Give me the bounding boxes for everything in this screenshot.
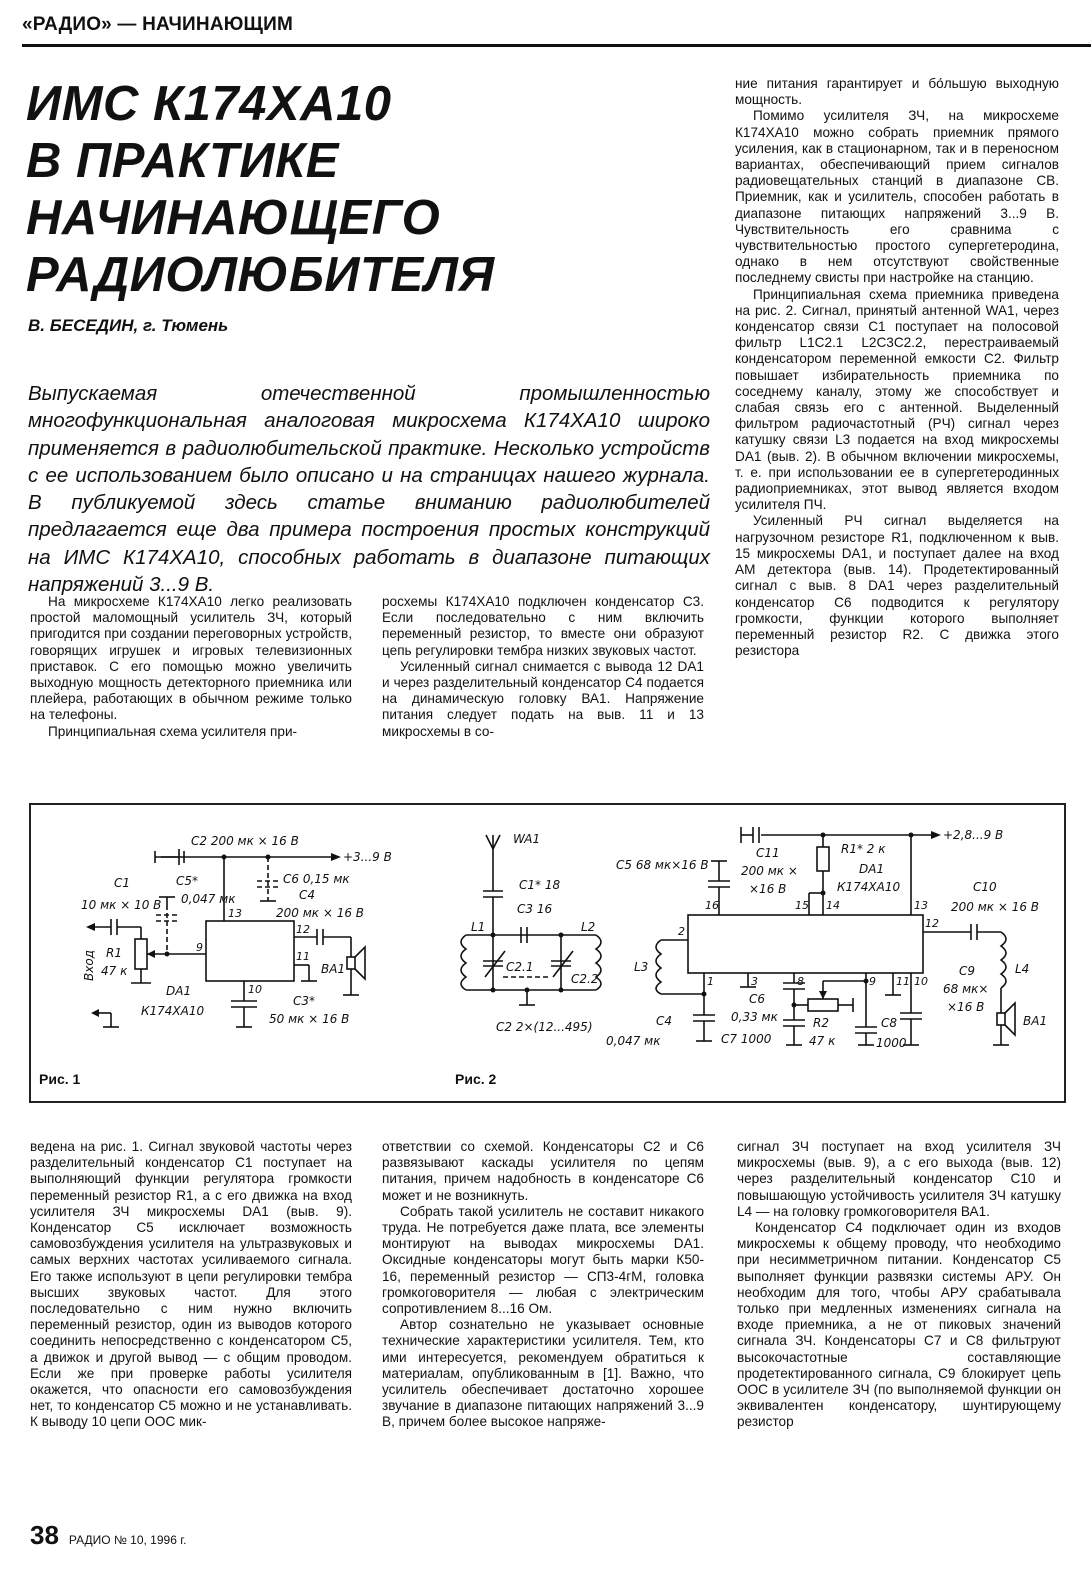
fig2-pin-12: 12 — [925, 917, 939, 930]
fig1-pin-11: 11 — [296, 950, 310, 963]
fig1-label-c6: C6 0,15 мк — [283, 872, 350, 886]
paragraph: сигнал ЗЧ поступает на вход усилителя ЗЧ микросхемы (выв. 9), а с его выхода (выв. 12) через разделительный конденсатор С10 и повышающую устойчивость усилителя ЗЧ катушку L4 — на головку громкоговорителя ВА1. — [737, 1139, 1061, 1219]
page-footer — [30, 1520, 186, 1551]
fig2-label-c10-val: 200 мк × 16 В — [951, 900, 1040, 914]
fig2-pin-11: 11 — [896, 975, 910, 988]
figure-1-schematic — [81, 834, 392, 1027]
lead-paragraph: Выпускаемая отечественной промышленностью многофункциональная аналоговая микросхема К174ХА10 широко применяется в радиолюбительской практике. Несколько устройств с ее использованием было описано и на страницах нашего журнала. В публикуемой здесь статье вниманию радиолюбителей предлагается еще два примера построения простых конструкций на ИМС К174ХА10, способных работать в диапазоне питающих напряжений 3...9 В. — [28, 382, 710, 597]
fig1-pin-13: 13 — [228, 907, 242, 920]
fig1-label-r1: R1 — [106, 946, 122, 960]
fig1-label-supply: +3...9 В — [343, 850, 392, 864]
fig2-label-wa1: WA1 — [513, 832, 541, 846]
fig2-pin-3: 3 — [751, 975, 758, 988]
fig1-label-c1-val: 10 мк × 10 В — [81, 898, 162, 912]
paragraph: Помимо усилителя ЗЧ, на микросхеме К174ХА10 можно собрать приемник прямого усиления, как в стационарном, так и в переносном вариантах, обеспечивающий прием сигналов радиовещательных станций в диапазоне СВ. Приемник, как и усилитель, способен работать в диапазоне питающих напряжений 3...9 В. Чувствительность его сравнима с чувствительностью простого супергетеродина, однако в нем отсутствуют свойственные последнему свисты при настройке на станцию. — [735, 108, 1059, 286]
fig2-label-c11-val2: ×16 В — [749, 882, 787, 896]
fig2-label-r2: R2 — [813, 1016, 829, 1030]
fig2-label-c11-val1: 200 мк × — [741, 864, 798, 878]
fig2-label-supply: +2,8...9 В — [943, 828, 1004, 842]
fig1-label-da1: DA1 — [166, 984, 192, 998]
section-header: «РАДИО» — НАЧИНАЮЩИМ — [22, 14, 293, 35]
fig2-da1-chip — [688, 915, 923, 973]
fig2-pin-2: 2 — [678, 925, 685, 938]
fig2-label-c9-val2: ×16 В — [947, 1000, 985, 1014]
fig1-speaker — [347, 957, 355, 969]
title-line: РАДИОЛЮБИТЕЛЯ — [26, 248, 495, 302]
fig2-label-c4-val: 0,047 мк — [606, 1034, 661, 1048]
fig1-label-c1: C1 — [114, 876, 131, 890]
fig1-label-c3: C3* — [293, 994, 316, 1008]
paragraph: Собрать такой усилитель не составит никакого труда. Не потребуется даже плата, все элементы монтируют на выводах микросхемы DA1. Оксидные конденсаторы могут быть марки К50-16, переменный резистор — СП3-4гМ, головка громкоговорителя — любая с электрическим сопротивлением 8...16 Ом. — [382, 1203, 704, 1317]
fig1-pin-9: 9 — [196, 941, 203, 954]
fig2-r1-resistor — [817, 847, 829, 871]
fig1-da1-chip — [206, 921, 294, 981]
fig2-label-c8: C8 — [881, 1016, 898, 1030]
fig1-pin-12: 12 — [296, 923, 310, 936]
issue-info: РАДИО № 10, 1996 г. — [68, 1533, 187, 1547]
fig2-label-da1-type: К174ХА10 — [837, 880, 901, 894]
title-line: ИМС К174ХА10 — [26, 77, 392, 131]
fig2-label-c5: C5 68 мк×16 В — [616, 858, 709, 872]
fig1-pin-10: 10 — [248, 983, 262, 996]
fig2-pin-1: 1 — [707, 975, 714, 988]
fig2-label-c6: C6 — [749, 992, 766, 1006]
paragraph: Автор сознательно не указывает основные технические характеристики усилителя. Тем, кто ими интересуется, рекомендуем обратиться к материалам, опубликованным в [1]. Важно, что усилитель обеспечивает достаточно хорошее звучание в диапазоне питающих напряжений 3...9 В, причем более высокое напряже- — [382, 1317, 704, 1430]
column-3-top — [735, 76, 1059, 659]
fig2-label-c9-val1: 68 мк× — [943, 982, 989, 996]
fig2-pin-16: 16 — [705, 899, 719, 912]
fig2-pin-8: 8 — [797, 975, 804, 988]
fig2-label-c2: C2 2×(12...495) — [496, 1020, 593, 1034]
figure-2-caption: Рис. 2 — [455, 1071, 497, 1087]
fig2-label-da1: DA1 — [859, 862, 885, 876]
article-title — [26, 76, 495, 304]
fig2-label-ba1: BA1 — [1023, 1014, 1048, 1028]
title-line: НАЧИНАЮЩЕГО — [26, 191, 441, 245]
paragraph: росхемы К174ХА10 подключен конденсатор С3. Если последовательно с ним включить переменный резистор, то вместе они образуют цепь регулировки тембра низких звуковых частот. — [382, 594, 704, 658]
fig1-label-r1-val: 47 к — [101, 964, 128, 978]
paragraph: Усиленный РЧ сигнал выделяется на нагрузочном резисторе R1, подключенном к выв. 15 микросхемы DA1, и поступает далее на вход АМ детектора (выв. 14). Продетектированный сигнал с выв. 8 DA1 через разделительный конденсатор С6 подводится к регулятору громкости, функции которого выполняет переменный резистор R2. С движка этого резистора — [735, 513, 1059, 659]
schematics — [31, 805, 1064, 1101]
fig2-label-c9: C9 — [959, 964, 976, 978]
paragraph: Принципиальная схема приемника приведена на рис. 2. Сигнал, принятый антенной WA1, через конденсатор связи С1 поступает на полосовой фильтр L1C2.1 L2C3C2.2, перестраиваемый конденсатором переменной емкости С2. Фильтр повышает избирательность приемника по соседнему каналу, этому же способствует и слабая связь его с антенной. Выделенный фильтром радиочастотный (РЧ) сигнал через катушку связи L3 подается на вход микросхемы DA1 (выв. 2). В обычном включении микросхемы, т. е. при использовании ее в супергетеродинных радиоприемниках, этот вывод является входом усилителя ПЧ. — [735, 286, 1059, 513]
fig2-label-c8-val: 1000 — [876, 1036, 907, 1050]
fig2-pin-10: 10 — [914, 975, 928, 988]
fig2-pin-14: 14 — [826, 899, 840, 912]
figure-1-caption: Рис. 1 — [39, 1071, 81, 1087]
fig1-label-c2: C2 200 мк × 16 В — [191, 834, 299, 848]
figure-2-schematic — [461, 827, 1047, 1050]
fig2-label-c10: C10 — [973, 880, 997, 894]
fig1-label-da1-type: К174ХА10 — [141, 1004, 205, 1018]
fig1-label-c3-val: 50 мк × 16 В — [269, 1012, 350, 1026]
figure-box — [29, 803, 1066, 1103]
fig2-coil-l1 — [461, 935, 466, 990]
fig2-label-l3: L3 — [634, 960, 649, 974]
fig2-label-c11: C11 — [756, 846, 780, 860]
paragraph: Принципиальная схема усилителя при- — [48, 723, 298, 739]
fig1-label-c5-val: 0,047 мк — [181, 892, 236, 906]
title-line: В ПРАКТИКЕ — [26, 134, 339, 188]
fig2-coil-l3 — [656, 940, 661, 994]
fig2-label-l4: L4 — [1015, 962, 1030, 976]
fig2-pin-15: 15 — [795, 899, 809, 912]
fig2-pin-13: 13 — [914, 899, 928, 912]
column-1-top — [30, 594, 352, 740]
fig2-label-c1: C1* 18 — [519, 878, 561, 892]
fig2-label-c3: C3 16 — [517, 902, 553, 916]
paragraph: ведена на рис. 1. Сигнал звуковой частоты через разделительный конденсатор С1 поступает на выполняющий функции регулятора громкости переменный резистор R1, а с его движка на вход усилителя ЗЧ микросхемы DA1 (выв. 9). Конденсатор С5 исключает возможность самовозбуждения усилителя на ультразвуковых и самых верхних частотах усиливаемого сигнала. Его также используют в цепи регулировки тембра высших звуковых частот. Для этого последовательно с ним нужно включить переменный резистор, один из выводов которого соединить непосредственно с конденсатором С5, а движок и другой вывод — с общим проводом. Если же при проверке работы усилителя окажется, что опасности его самовозбуждения нет, то конденсатор С5 можно и не устанавливать. К выводу 10 цепи ООС мик- — [30, 1139, 352, 1430]
fig1-label-c4-val: 200 мк × 16 В — [276, 906, 365, 920]
fig2-coil-l4 — [1001, 932, 1006, 988]
fig1-label-c5: C5* — [176, 874, 199, 888]
fig2-label-c4: C4 — [656, 1014, 673, 1028]
fig1-label-ba1: BA1 — [321, 962, 346, 976]
fig1-r1-resistor — [135, 939, 147, 969]
fig2-label-c6-val: 0,33 мк — [731, 1010, 778, 1024]
paragraph: Конденсатор С4 подключает один из входов микросхемы к общему проводу, что необходимо при несимметричном питании. Конденсатор С5 выполняет функции развязки системы АРУ. Он необходим для того, чтобы АРУ срабатывала только при медленных изменениях сигнала на входе приемника, а не от пиковых значений сигнала ЗЧ. Конденсаторы С7 и С8 фильтруют высокочастотные составляющие продетектированного сигнала, С9 блокирует цепь ООС в усилителе ЗЧ (по выполняемой функции он эквивалентен конденсатору, шунтирующему резистор — [737, 1220, 1061, 1430]
header-rule — [22, 44, 1091, 47]
fig2-label-r1: R1* 2 к — [841, 842, 886, 856]
fig2-pin-9: 9 — [869, 975, 876, 988]
fig2-label-c21: C2.1 — [506, 960, 534, 974]
fig2-label-c22: C2.2 — [571, 972, 599, 986]
column-2-top — [382, 594, 704, 740]
column-2-bottom — [382, 1139, 704, 1431]
page-number: 38 — [30, 1520, 59, 1550]
fig2-speaker — [997, 1013, 1005, 1025]
fig2-label-l1: L1 — [471, 920, 486, 934]
fig2-label-c7: C7 1000 — [721, 1032, 772, 1046]
fig1-label-c4: C4 — [299, 888, 316, 902]
fig2-label-r2-val: 47 к — [809, 1034, 836, 1048]
paragraph: На микросхеме К174ХА10 легко реализовать простой маломощный усилитель ЗЧ, который пригодится при создании переговорных устройств, говорящих игрушек и игровых телевизионных приставок. С его помощью можно увеличить выходную мощность детекторного приемника или плейера, работающих в обычном режиме только на телефоны. — [30, 594, 352, 723]
fig1-label-input: Вход — [82, 950, 96, 981]
column-1-bottom — [30, 1139, 352, 1431]
fig2-label-l2: L2 — [581, 920, 596, 934]
paragraph: ние питания гарантирует и бо́льшую выходную мощность. — [735, 76, 1059, 108]
author-byline: В. БЕСЕДИН, г. Тюмень — [28, 316, 229, 335]
fig2-r2-resistor — [808, 999, 838, 1011]
fig1-supply-arrow — [331, 853, 341, 861]
paragraph: Усиленный сигнал снимается с вывода 12 DA1 и через разделительный конденсатор С4 подается на динамическую головку ВА1. Напряжение питания следует подать на выв. 11 и 13 микросхемы в со- — [382, 658, 704, 739]
paragraph: ответствии со схемой. Конденсаторы С2 и С6 развязывают каскады усилителя по цепям питания, причем надобность в конденсаторе С6 может и не возникнуть. — [382, 1139, 704, 1203]
column-3-bottom — [737, 1139, 1061, 1431]
